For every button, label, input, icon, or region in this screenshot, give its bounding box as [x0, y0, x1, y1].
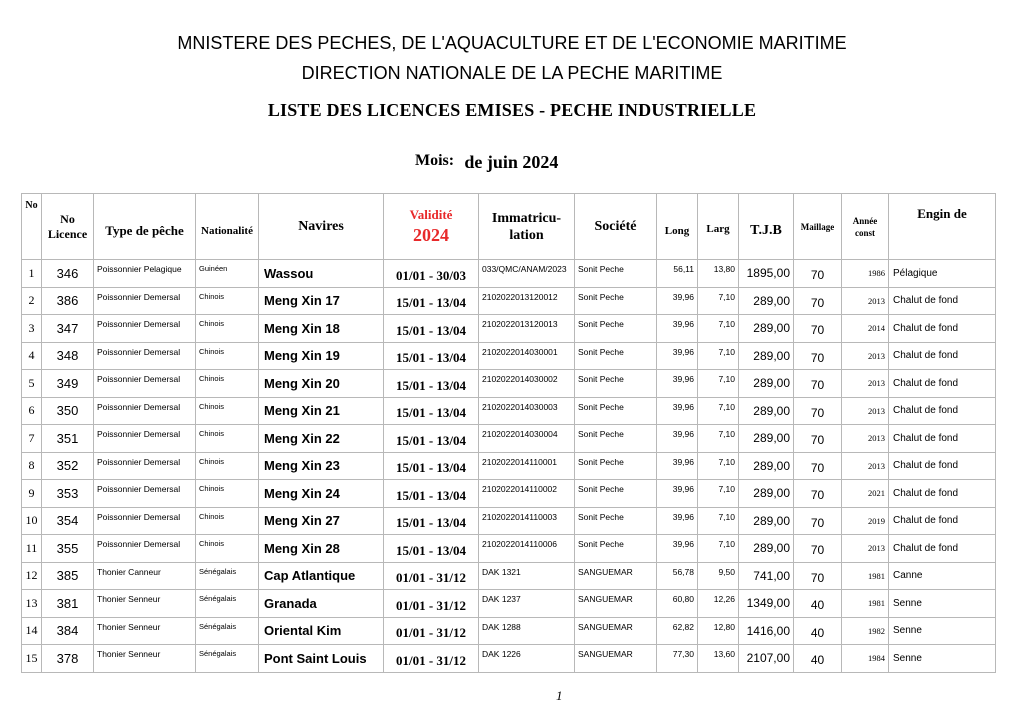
company-cell: SANGUEMAR: [575, 645, 657, 673]
build-year-cell: 2013: [842, 425, 889, 453]
registration-cell: DAK 1288: [479, 617, 575, 645]
row-no-cell: 9: [22, 480, 42, 508]
validity-period-cell: 01/01 - 31/12: [384, 645, 479, 673]
registration-cell: 2102022014110003: [479, 507, 575, 535]
col-validite: [384, 194, 479, 260]
month-value: de juin 2024: [464, 152, 559, 172]
vessel-name-cell: Cap Atlantique: [259, 562, 384, 590]
vessel-name-cell: Granada: [259, 590, 384, 618]
registration-cell: 2102022013120012: [479, 287, 575, 315]
mesh-size-cell: 70: [794, 260, 842, 288]
mesh-size-cell: 40: [794, 590, 842, 618]
fishing-gear-cell: Chalut de fond: [889, 452, 996, 480]
col-immatriculation: [479, 194, 575, 260]
company-cell: Sonit Peche: [575, 287, 657, 315]
width-cell: 9,50: [698, 562, 739, 590]
ministry-title: MNISTERE DES PECHES, DE L'AQUACULTURE ET DE L'ECONOMIE MARITIME: [177, 33, 847, 53]
registration-cell: 2102022014110002: [479, 480, 575, 508]
nationality-cell: Sénégalais: [196, 590, 259, 618]
fishing-gear-cell: Chalut de fond: [889, 480, 996, 508]
validity-period-cell: 15/01 - 13/04: [384, 370, 479, 398]
col-licence-line2: Licence: [47, 226, 88, 241]
col-validite-label: Validité: [409, 207, 453, 222]
licence-number-cell: 347: [42, 315, 94, 343]
nationality-cell: Chinois: [196, 287, 259, 315]
nationality-cell: Sénégalais: [196, 562, 259, 590]
registration-cell: 2102022014030001: [479, 342, 575, 370]
fishing-type-cell: Poissonnier Demersal: [94, 315, 196, 343]
vessel-name-cell: Meng Xin 18: [259, 315, 384, 343]
nationality-cell: Chinois: [196, 452, 259, 480]
nationality-cell: Chinois: [196, 370, 259, 398]
nationality-cell: Guinéen: [196, 260, 259, 288]
vessel-name-cell: Meng Xin 17: [259, 287, 384, 315]
build-year-cell: 1984: [842, 645, 889, 673]
col-no: No: [22, 194, 42, 260]
fishing-type-cell: Poissonnier Demersal: [94, 507, 196, 535]
length-cell: 39,96: [657, 425, 698, 453]
fishing-type-cell: Thonier Canneur: [94, 562, 196, 590]
validity-period-cell: 15/01 - 13/04: [384, 507, 479, 535]
row-no-cell: 14: [22, 617, 42, 645]
company-cell: Sonit Peche: [575, 507, 657, 535]
mesh-size-cell: 70: [794, 315, 842, 343]
licence-number-cell: 354: [42, 507, 94, 535]
licence-number-cell: 381: [42, 590, 94, 618]
licence-number-cell: 355: [42, 535, 94, 563]
registration-cell: 2102022014030004: [479, 425, 575, 453]
row-no-cell: 7: [22, 425, 42, 453]
validity-period-cell: 01/01 - 30/03: [384, 260, 479, 288]
table-row: [22, 590, 996, 618]
col-maillage: Maillage: [794, 194, 842, 260]
build-year-cell: 2013: [842, 397, 889, 425]
company-cell: Sonit Peche: [575, 397, 657, 425]
direction-title: DIRECTION NATIONALE DE LA PECHE MARITIME: [301, 63, 723, 83]
registration-cell: 033/QMC/ANAM/2023: [479, 260, 575, 288]
col-tjb: T.J.B: [739, 194, 794, 260]
row-no-cell: 13: [22, 590, 42, 618]
validity-period-cell: 15/01 - 13/04: [384, 425, 479, 453]
fishing-gear-cell: Senne: [889, 645, 996, 673]
width-cell: 12,80: [698, 617, 739, 645]
width-cell: 7,10: [698, 315, 739, 343]
tonnage-cell: 289,00: [739, 370, 794, 398]
vessel-name-cell: Meng Xin 19: [259, 342, 384, 370]
col-annee-line2: const: [855, 227, 875, 238]
fishing-type-cell: Poissonnier Demersal: [94, 425, 196, 453]
build-year-cell: 1982: [842, 617, 889, 645]
width-cell: 12,26: [698, 590, 739, 618]
mesh-size-cell: 70: [794, 480, 842, 508]
col-navires: Navires: [259, 194, 384, 260]
length-cell: 60,80: [657, 590, 698, 618]
build-year-cell: 2013: [842, 452, 889, 480]
build-year-cell: 2014: [842, 315, 889, 343]
col-nationalite: Nationalité: [196, 194, 259, 260]
vessel-name-cell: Meng Xin 21: [259, 397, 384, 425]
nationality-cell: Chinois: [196, 397, 259, 425]
company-cell: Sonit Peche: [575, 535, 657, 563]
length-cell: 39,96: [657, 397, 698, 425]
licence-number-cell: 349: [42, 370, 94, 398]
nationality-cell: Chinois: [196, 480, 259, 508]
registration-cell: 2102022014030002: [479, 370, 575, 398]
mesh-size-cell: 70: [794, 370, 842, 398]
vessel-name-cell: Wassou: [259, 260, 384, 288]
nationality-cell: Chinois: [196, 535, 259, 563]
table-row: [22, 452, 996, 480]
width-cell: 7,10: [698, 425, 739, 453]
fishing-gear-cell: Pélagique: [889, 260, 996, 288]
licence-number-cell: 351: [42, 425, 94, 453]
fishing-gear-cell: Canne: [889, 562, 996, 590]
fishing-gear-cell: Chalut de fond: [889, 287, 996, 315]
licence-number-cell: 346: [42, 260, 94, 288]
col-annee-line1: Année: [852, 215, 878, 226]
validity-period-cell: 15/01 - 13/04: [384, 535, 479, 563]
row-no-cell: 4: [22, 342, 42, 370]
tonnage-cell: 289,00: [739, 425, 794, 453]
col-larg: Larg: [698, 194, 739, 260]
licence-number-cell: 352: [42, 452, 94, 480]
row-no-cell: 1: [22, 260, 42, 288]
list-title: LISTE DES LICENCES EMISES - PECHE INDUSTRIELLE: [267, 100, 757, 120]
fishing-gear-cell: Senne: [889, 617, 996, 645]
row-no-cell: 5: [22, 370, 42, 398]
fishing-type-cell: Poissonnier Demersal: [94, 397, 196, 425]
tonnage-cell: 289,00: [739, 452, 794, 480]
width-cell: 13,60: [698, 645, 739, 673]
build-year-cell: 1981: [842, 562, 889, 590]
fishing-type-cell: Thonier Senneur: [94, 617, 196, 645]
table-row: [22, 370, 996, 398]
length-cell: 39,96: [657, 370, 698, 398]
fishing-gear-cell: Chalut de fond: [889, 370, 996, 398]
table-row: [22, 507, 996, 535]
nationality-cell: Sénégalais: [196, 617, 259, 645]
tonnage-cell: 289,00: [739, 315, 794, 343]
tonnage-cell: 289,00: [739, 397, 794, 425]
fishing-gear-cell: Chalut de fond: [889, 507, 996, 535]
table-header-row: [22, 194, 996, 260]
col-validite-year: 2024: [413, 225, 449, 245]
nationality-cell: Sénégalais: [196, 645, 259, 673]
vessel-name-cell: Pont Saint Louis: [259, 645, 384, 673]
width-cell: 7,10: [698, 535, 739, 563]
licence-number-cell: 386: [42, 287, 94, 315]
build-year-cell: 2013: [842, 287, 889, 315]
company-cell: Sonit Peche: [575, 260, 657, 288]
nationality-cell: Chinois: [196, 507, 259, 535]
mesh-size-cell: 40: [794, 617, 842, 645]
tonnage-cell: 1416,00: [739, 617, 794, 645]
vessel-name-cell: Meng Xin 20: [259, 370, 384, 398]
vessel-name-cell: Meng Xin 23: [259, 452, 384, 480]
col-immat-line1: Immatricu-: [491, 210, 562, 226]
fishing-type-cell: Poissonnier Pelagique: [94, 260, 196, 288]
company-cell: SANGUEMAR: [575, 617, 657, 645]
fishing-gear-cell: Senne: [889, 590, 996, 618]
fishing-type-cell: Thonier Senneur: [94, 645, 196, 673]
table-row: [22, 287, 996, 315]
registration-cell: 2102022013120013: [479, 315, 575, 343]
row-no-cell: 6: [22, 397, 42, 425]
company-cell: Sonit Peche: [575, 315, 657, 343]
tonnage-cell: 289,00: [739, 287, 794, 315]
build-year-cell: 1981: [842, 590, 889, 618]
tonnage-cell: 289,00: [739, 480, 794, 508]
fishing-type-cell: Thonier Senneur: [94, 590, 196, 618]
row-no-cell: 2: [22, 287, 42, 315]
build-year-cell: 2013: [842, 370, 889, 398]
length-cell: 77,30: [657, 645, 698, 673]
fishing-gear-cell: Chalut de fond: [889, 425, 996, 453]
table-row: [22, 617, 996, 645]
row-no-cell: 3: [22, 315, 42, 343]
col-licence-line1: No: [60, 211, 75, 226]
table-row: [22, 535, 996, 563]
table-row: [22, 645, 996, 673]
mesh-size-cell: 70: [794, 425, 842, 453]
fishing-type-cell: Poissonnier Demersal: [94, 480, 196, 508]
licence-number-cell: 350: [42, 397, 94, 425]
width-cell: 7,10: [698, 287, 739, 315]
col-engin: Engin de: [889, 194, 996, 260]
row-no-cell: 15: [22, 645, 42, 673]
vessel-name-cell: Meng Xin 27: [259, 507, 384, 535]
licence-number-cell: 378: [42, 645, 94, 673]
width-cell: 7,10: [698, 397, 739, 425]
length-cell: 62,82: [657, 617, 698, 645]
mesh-size-cell: 70: [794, 342, 842, 370]
nationality-cell: Chinois: [196, 425, 259, 453]
table-row: [22, 397, 996, 425]
validity-period-cell: 15/01 - 13/04: [384, 397, 479, 425]
fishing-type-cell: Poissonnier Demersal: [94, 535, 196, 563]
build-year-cell: 2019: [842, 507, 889, 535]
width-cell: 7,10: [698, 507, 739, 535]
month-line: [415, 152, 558, 173]
company-cell: Sonit Peche: [575, 452, 657, 480]
length-cell: 56,78: [657, 562, 698, 590]
company-cell: Sonit Peche: [575, 425, 657, 453]
table-row: [22, 562, 996, 590]
registration-cell: DAK 1237: [479, 590, 575, 618]
fishing-type-cell: Poissonnier Demersal: [94, 287, 196, 315]
registration-cell: 2102022014110001: [479, 452, 575, 480]
company-cell: Sonit Peche: [575, 342, 657, 370]
mesh-size-cell: 70: [794, 535, 842, 563]
validity-period-cell: 01/01 - 31/12: [384, 562, 479, 590]
company-cell: Sonit Peche: [575, 370, 657, 398]
tonnage-cell: 1895,00: [739, 260, 794, 288]
row-no-cell: 10: [22, 507, 42, 535]
build-year-cell: 2013: [842, 535, 889, 563]
width-cell: 7,10: [698, 370, 739, 398]
mesh-size-cell: 70: [794, 507, 842, 535]
col-annee: [842, 194, 889, 260]
length-cell: 39,96: [657, 480, 698, 508]
vessel-name-cell: Meng Xin 22: [259, 425, 384, 453]
fishing-gear-cell: Chalut de fond: [889, 535, 996, 563]
table-row: [22, 480, 996, 508]
mesh-size-cell: 70: [794, 397, 842, 425]
length-cell: 39,96: [657, 452, 698, 480]
licence-number-cell: 384: [42, 617, 94, 645]
nationality-cell: Chinois: [196, 315, 259, 343]
fishing-type-cell: Poissonnier Demersal: [94, 452, 196, 480]
validity-period-cell: 01/01 - 31/12: [384, 590, 479, 618]
validity-period-cell: 15/01 - 13/04: [384, 315, 479, 343]
registration-cell: 2102022014110006: [479, 535, 575, 563]
length-cell: 39,96: [657, 287, 698, 315]
validity-period-cell: 15/01 - 13/04: [384, 287, 479, 315]
validity-period-cell: 15/01 - 13/04: [384, 452, 479, 480]
validity-period-cell: 15/01 - 13/04: [384, 480, 479, 508]
width-cell: 7,10: [698, 342, 739, 370]
table-row: [22, 342, 996, 370]
col-societe: Société: [575, 194, 657, 260]
registration-cell: DAK 1321: [479, 562, 575, 590]
tonnage-cell: 289,00: [739, 535, 794, 563]
fishing-gear-cell: Chalut de fond: [889, 342, 996, 370]
company-cell: SANGUEMAR: [575, 562, 657, 590]
vessel-name-cell: Oriental Kim: [259, 617, 384, 645]
length-cell: 56,11: [657, 260, 698, 288]
length-cell: 39,96: [657, 535, 698, 563]
table-row: [22, 425, 996, 453]
width-cell: 7,10: [698, 452, 739, 480]
licences-table: [21, 193, 996, 673]
col-licence: [42, 194, 94, 260]
length-cell: 39,96: [657, 315, 698, 343]
fishing-type-cell: Poissonnier Demersal: [94, 342, 196, 370]
fishing-type-cell: Poissonnier Demersal: [94, 370, 196, 398]
build-year-cell: 1986: [842, 260, 889, 288]
build-year-cell: 2021: [842, 480, 889, 508]
validity-period-cell: 15/01 - 13/04: [384, 342, 479, 370]
mesh-size-cell: 70: [794, 562, 842, 590]
company-cell: Sonit Peche: [575, 480, 657, 508]
build-year-cell: 2013: [842, 342, 889, 370]
col-long: Long: [657, 194, 698, 260]
mesh-size-cell: 70: [794, 287, 842, 315]
row-no-cell: 8: [22, 452, 42, 480]
fishing-gear-cell: Chalut de fond: [889, 397, 996, 425]
row-no-cell: 12: [22, 562, 42, 590]
length-cell: 39,96: [657, 342, 698, 370]
vessel-name-cell: Meng Xin 28: [259, 535, 384, 563]
month-label: Mois:: [415, 152, 455, 169]
tonnage-cell: 1349,00: [739, 590, 794, 618]
length-cell: 39,96: [657, 507, 698, 535]
fishing-gear-cell: Chalut de fond: [889, 315, 996, 343]
mesh-size-cell: 70: [794, 452, 842, 480]
validity-period-cell: 01/01 - 31/12: [384, 617, 479, 645]
table-row: [22, 315, 996, 343]
tonnage-cell: 289,00: [739, 507, 794, 535]
col-type: Type de pêche: [94, 194, 196, 260]
company-cell: SANGUEMAR: [575, 590, 657, 618]
mesh-size-cell: 40: [794, 645, 842, 673]
col-immat-line2: lation: [509, 227, 544, 243]
licence-number-cell: 348: [42, 342, 94, 370]
registration-cell: 2102022014030003: [479, 397, 575, 425]
table-row: [22, 260, 996, 288]
width-cell: 7,10: [698, 480, 739, 508]
registration-cell: DAK 1226: [479, 645, 575, 673]
tonnage-cell: 741,00: [739, 562, 794, 590]
licence-number-cell: 385: [42, 562, 94, 590]
tonnage-cell: 289,00: [739, 342, 794, 370]
licence-number-cell: 353: [42, 480, 94, 508]
page-number: 1: [556, 688, 563, 703]
tonnage-cell: 2107,00: [739, 645, 794, 673]
row-no-cell: 11: [22, 535, 42, 563]
vessel-name-cell: Meng Xin 24: [259, 480, 384, 508]
width-cell: 13,80: [698, 260, 739, 288]
nationality-cell: Chinois: [196, 342, 259, 370]
